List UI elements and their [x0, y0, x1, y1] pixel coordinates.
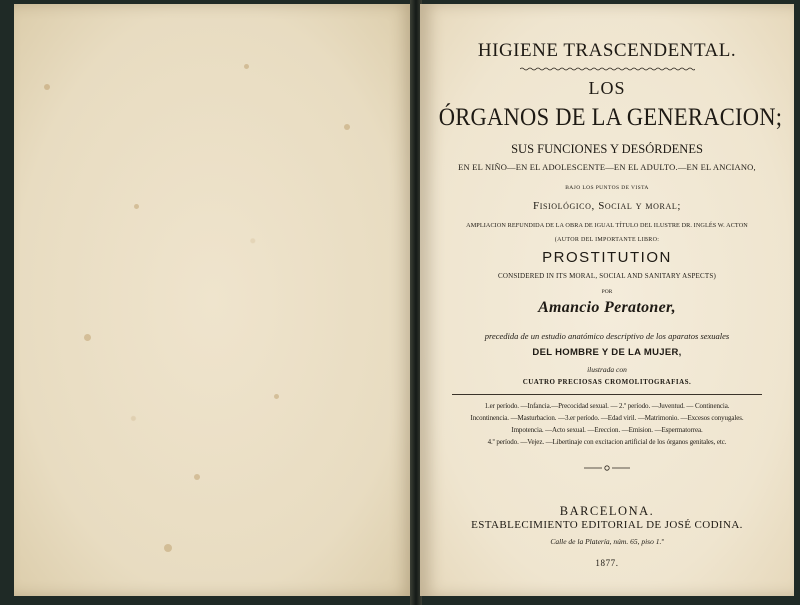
author-of-book-note: (AUTOR DEL IMPORTANTE LIBRO:	[554, 237, 660, 243]
preceded-note: precedida de un estudio anatómico descriptivo de los aparatos sexuales	[484, 331, 730, 341]
foxing-spot	[194, 474, 200, 480]
main-title: ÓRGANOS DE LA GENERACION;	[438, 104, 783, 131]
publisher: ESTABLECIMIENTO EDITORIAL DE JOSÉ CODINA.	[471, 519, 743, 531]
contents-line: Impotencia. —Acto sexual. —Ereccion. —Emision. —Espermatorrea.	[511, 426, 703, 434]
foxing-spot	[344, 124, 350, 130]
anatomy-subject: DEL HOMBRE Y DE LA MUJER,	[532, 347, 682, 358]
title-los: LOS	[588, 78, 626, 98]
foxing-spot	[274, 394, 279, 399]
foxing-spot	[84, 334, 91, 341]
contents-line: 1.er período. —Infancia.—Precocidad sexual. — 2.º período. —Juventud. — Continencia.	[484, 402, 730, 410]
series-title: HIGIENE TRASCENDENTAL.	[477, 40, 737, 61]
publication-city: BARCELONA.	[559, 504, 655, 518]
illustrated-label: ilustrada con	[587, 365, 627, 374]
foxing-spot	[164, 544, 172, 552]
contents-line: Incontinencia. —Masturbacion. —3.er período. —Edad viril. —Matrimonio. —Excesos conyugales.	[470, 414, 744, 422]
wavy-rule	[520, 67, 695, 71]
referenced-work-subtitle: CONSIDERED IN ITS MORAL, SOCIAL AND SANITARY ASPECTS)	[498, 272, 716, 280]
subtitle: SUS FUNCIONES Y DESÓRDENES	[511, 142, 703, 156]
right-page	[420, 4, 794, 596]
divider-rule	[452, 394, 762, 395]
publisher-address: Calle de la Platería, núm. 65, piso 1.º	[550, 537, 664, 546]
left-page	[14, 4, 412, 596]
foxing-spot	[134, 204, 139, 209]
points-of-view: Fisiológico, Social y moral;	[533, 200, 681, 212]
amplification-note: AMPLIACION REFUNDIDA DE LA OBRA DE IGUAL TÍTULO DEL ILUSTRE DR. INGLÉS W. ACTON	[466, 222, 748, 229]
by-label: POR	[601, 289, 613, 295]
ornament-icon	[582, 464, 632, 472]
life-stages: EN EL NIÑO—EN EL ADOLESCENTE—EN EL ADULTO.—EN EL ANCIANO,	[458, 162, 756, 172]
chromolithographs-note: CUATRO PRECIOSAS CROMOLITOGRAFIAS.	[522, 378, 692, 386]
foxing-spot	[44, 84, 50, 90]
referenced-work-title: PROSTITUTION	[542, 249, 672, 266]
contents-line: 4.º período. —Vejez. —Libertinaje con excitacion artificial de los órganos genitales, etc.	[487, 438, 727, 446]
author-name: Amancio Peratoner,	[538, 299, 676, 316]
foxing-spot	[244, 64, 249, 69]
points-of-view-label: BAJO LOS PUNTOS DE VISTA	[565, 185, 649, 191]
publication-year: 1877.	[595, 558, 619, 568]
title-page	[420, 4, 794, 596]
